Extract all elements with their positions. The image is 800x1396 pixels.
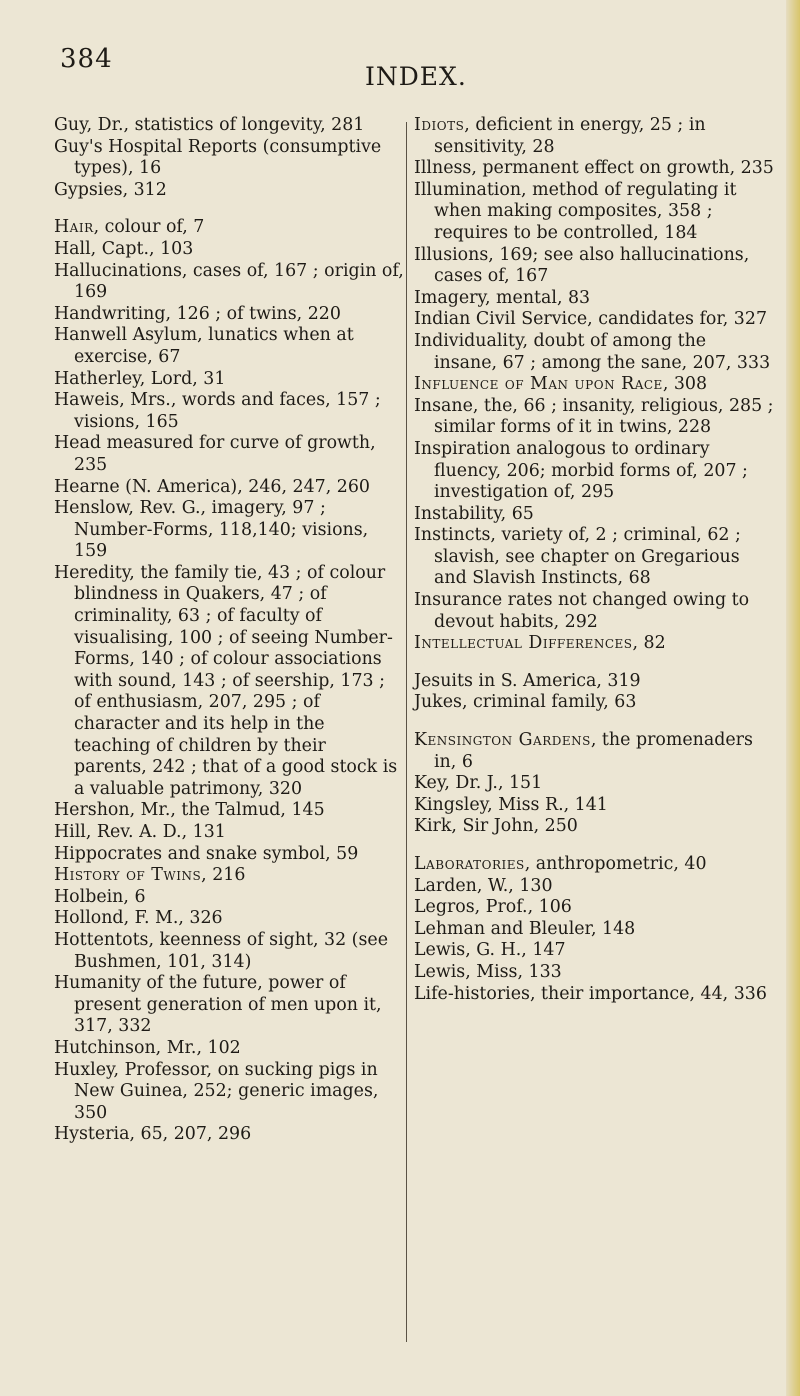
index-entry-heading: Hill, Rev. A. D.	[54, 822, 182, 842]
index-entry	[414, 331, 774, 374]
index-entry	[54, 973, 404, 1038]
index-entry	[54, 304, 404, 326]
index-entry-references: , permanent effect on growth, 235	[471, 158, 774, 179]
index-entry-references: , 82	[632, 633, 666, 654]
index-entry	[54, 433, 404, 476]
index-entry-references: , 65, 207, 296	[129, 1124, 252, 1145]
index-entry-heading: Kingsley, Miss R.	[414, 794, 564, 815]
index-entry-references: , 133	[517, 961, 562, 982]
index-entry-heading: Hutchinson, Mr.	[54, 1037, 197, 1058]
index-entry	[414, 374, 774, 396]
index-entry-heading: Jukes	[414, 692, 462, 713]
index-entry-heading: History of Twins	[54, 865, 202, 886]
index-entry	[54, 498, 404, 563]
index-entry	[54, 115, 404, 137]
index-entry-references: , lunatics when at exercise, 67	[74, 325, 354, 367]
index-entry-references: , mental, 83	[484, 287, 591, 308]
index-entry	[54, 800, 404, 822]
index-entry-references: , their importance, 44, 336	[529, 983, 767, 1004]
index-column-right	[414, 115, 774, 1005]
index-entry-heading: Inspiration	[414, 438, 511, 459]
index-entry-references: measured for curve of growth, 235	[74, 433, 376, 475]
index-entry-references: , 326	[178, 908, 223, 929]
index-entry	[54, 1124, 404, 1146]
page-edge	[786, 0, 800, 1396]
index-entry-references: , 103	[149, 238, 194, 259]
index-entry-heading: Legros, Prof.	[414, 897, 528, 918]
index-entry-references: in S. America, 319	[472, 670, 641, 691]
index-entry-references: , 312	[122, 179, 167, 200]
index-entry	[414, 816, 774, 838]
index-entry-heading: Instincts	[414, 525, 491, 546]
index-entry-heading: Jesuits	[414, 670, 473, 691]
index-entry-references: , variety of, 2 ; criminal, 62 ; slavish, see chapter on Gregarious and Slavish Instincts, 68	[434, 525, 741, 589]
index-entry-heading: Kirk, Sir John	[414, 816, 534, 837]
index-entry	[54, 887, 404, 909]
index-entry-references: , the, 66 ; insanity, religious, 285 ; similar forms of it in twins, 228	[434, 395, 774, 438]
index-entry-heading: Hallucinations	[54, 260, 182, 281]
index-entry-references: , deficient in energy, 25 ; in sensitivity, 28	[434, 115, 706, 157]
index-entry-references: , 102	[196, 1037, 241, 1058]
index-entry-heading: Hysteria	[54, 1124, 130, 1145]
index-entry-heading: Illumination	[414, 179, 522, 200]
index-entry-references: and snake symbol, 59	[162, 843, 359, 864]
index-entry-heading: Laboratories	[414, 854, 525, 874]
index-entry	[414, 962, 774, 984]
index-entry-references: , statistics of longevity, 281	[123, 115, 365, 135]
index-entry	[54, 1038, 404, 1060]
index-entry	[414, 773, 774, 795]
index-entry-references: , anthropometric, 40	[524, 854, 707, 874]
index-entry	[414, 396, 774, 439]
index-entry-references: , 106	[527, 897, 572, 918]
index-entry-references: , 65	[500, 503, 534, 524]
index-entry-heading: Holbein	[54, 886, 124, 907]
index-entry-heading: Illness	[414, 158, 472, 179]
index-entry-references: (consumptive types), 16	[74, 136, 382, 179]
index-entry	[414, 158, 774, 180]
index-entry	[414, 730, 774, 773]
index-entry-references: , words and faces, 157 ; visions, 165	[74, 390, 381, 432]
index-entry	[54, 477, 404, 499]
index-entry-heading: Humanity	[54, 973, 141, 994]
index-entry-heading: Huxley, Professor	[54, 1059, 207, 1080]
index-entry-heading: Hershon, Mr.	[54, 800, 171, 821]
index-entry-heading: Lewis, Miss	[414, 961, 518, 982]
index-entry-references: , 31	[192, 368, 226, 389]
index-entry	[414, 795, 774, 817]
index-entry	[54, 137, 404, 180]
index-entry-heading: Lehman and Bleuler	[414, 918, 591, 939]
index-entry	[54, 1060, 404, 1125]
index-entry	[54, 261, 404, 304]
index-entry	[414, 504, 774, 526]
index-entry-references: , colour of, 7	[93, 217, 205, 238]
index-entry	[414, 633, 774, 655]
index-entry-heading: Key, Dr. J.	[414, 773, 498, 794]
index-entry-heading: Indian Civil Service	[414, 309, 588, 330]
index-entry	[54, 908, 404, 930]
index-entry	[414, 245, 774, 288]
index-entry-references: , 147	[521, 940, 566, 961]
index-entry-references: , 130	[508, 875, 553, 896]
index-entry-references: , on sucking pigs in New Guinea, 252; generic images, 350	[74, 1059, 379, 1123]
index-entry-heading: Guy's Hospital Reports	[54, 136, 258, 157]
index-entry-references: , 6	[123, 886, 146, 907]
index-entry	[414, 897, 774, 919]
index-entry-references: , the promenaders in, 6	[434, 730, 753, 772]
index-entry	[414, 919, 774, 941]
index-entry	[414, 525, 774, 590]
index-entry-references: of the future, power of present generation of men upon it, 317, 332	[74, 973, 382, 1037]
index-entry	[54, 180, 404, 202]
index-entry-heading: Henslow, Rev. G.	[54, 498, 201, 519]
index-entry	[414, 288, 774, 310]
index-entry-heading: Illusions	[414, 244, 489, 265]
index-entry	[54, 390, 404, 433]
index-entry-heading: Individuality	[414, 330, 523, 351]
index-entry-heading: Hippocrates	[54, 843, 163, 864]
index-entry-references: , 131	[181, 822, 226, 842]
index-entry-references: , cases of, 167 ; origin of, 169	[74, 260, 404, 303]
index-entry	[54, 844, 404, 866]
index-entry	[414, 854, 774, 876]
index-entry-references: rates not changed owing to devout habits, 292	[434, 590, 750, 632]
index-entry-heading: Life-histories	[414, 983, 530, 1004]
running-head: INDEX.	[365, 62, 467, 91]
index-entry	[414, 940, 774, 962]
index-entry-references: , 151	[497, 773, 543, 794]
index-entry-heading: Insurance	[414, 590, 503, 611]
page-number: 384	[60, 44, 113, 74]
index-entry	[414, 984, 774, 1006]
index-entry-references: , doubt of among the insane, 67 ; among the sane, 207, 333	[434, 330, 771, 373]
index-entry-heading: Insane	[414, 395, 473, 416]
index-entry-references: , candidates for, 327	[587, 309, 768, 330]
index-entry	[414, 876, 774, 898]
index-entry	[54, 369, 404, 391]
index-entry-heading: Lewis, G. H.	[414, 940, 522, 961]
index-entry-heading: Kensington Gardens	[414, 730, 591, 751]
index-entry-references: , method of regulating it when making composites, 358 ; requires to be controlled, 184	[434, 179, 737, 243]
index-entry	[414, 671, 774, 693]
index-entry-heading: Imagery	[414, 287, 485, 308]
index-entry-heading: Hottentots	[54, 929, 149, 950]
index-entry-heading: Heredity	[54, 562, 130, 583]
index-entry-heading: Hearne	[54, 476, 120, 497]
index-entry-references: , 126 ; of twins, 220	[165, 303, 341, 324]
index-entry-heading: Guy, Dr.	[54, 115, 124, 135]
index-entry-references: analogous to ordinary fluency, 206; morbid forms of, 207 ; investigation of, 295	[434, 438, 748, 503]
index-entry-heading: Haweis, Mrs.	[54, 390, 171, 411]
index-entry	[54, 239, 404, 261]
index-entry	[54, 822, 404, 844]
index-entry-heading: Hall, Capt.	[54, 238, 150, 259]
index-entry-heading: Hatherley, Lord	[54, 368, 193, 389]
index-entry	[54, 325, 404, 368]
index-entry-heading: Hollond, F. M.	[54, 908, 179, 929]
index-entry-heading: Handwriting	[54, 303, 166, 324]
index-entry-references: , 169; see also hallucinations, cases of, 167	[434, 244, 750, 287]
index-entry-heading: Head	[54, 433, 101, 454]
index-entry	[54, 865, 404, 887]
index-entry-heading: Influence of Man upon Race	[414, 374, 663, 395]
index-entry	[414, 115, 774, 158]
index-column-left	[54, 115, 404, 1146]
index-entry-heading: Idiots	[414, 115, 465, 135]
index-entry-heading: Hair	[54, 217, 94, 238]
index-entry-heading: Gypsies	[54, 179, 123, 200]
index-entry	[414, 309, 774, 331]
index-entry-references: , 141	[563, 794, 608, 815]
index-entry-heading: Hanwell Asylum	[54, 325, 198, 346]
index-entry	[54, 930, 404, 973]
index-entry-references: (N. America), 246, 247, 260	[119, 476, 370, 497]
index-entry-heading: Instability	[414, 503, 501, 524]
index-entry	[414, 439, 774, 504]
index-entry-references: , 308	[662, 374, 708, 395]
index-entry-references: , 148	[590, 918, 636, 939]
index-entry	[54, 563, 404, 801]
index-entry	[414, 180, 774, 245]
index-entry	[54, 217, 404, 239]
index-entry-references: , imagery, 97 ; Number-Forms, 118,140; visions, 159	[74, 498, 369, 562]
index-entry-references: , criminal family, 63	[461, 692, 637, 713]
index-entry-heading: Intellectual Differences	[414, 633, 633, 654]
column-divider	[406, 122, 407, 1342]
index-entry-references: , 216	[201, 865, 246, 886]
index-entry-references: , keenness of sight, 32 (see Bushmen, 101, 314)	[74, 929, 388, 972]
index-entry-references: , the family tie, 43 ; of colour blindness in Quakers, 47 ; of criminality, 63 ; of faculty of visualising, 100 ; of seeing Number-Forms, 140 ; of colour associations with sound, 143 ; of seership, 173 ; of enthusiasm, 207, 295 ; of character and its help in the teaching of children by their parents, 242 ; that of a good stock is a valuable patrimony, 320	[74, 562, 398, 799]
index-entry	[414, 590, 774, 633]
index-entry	[414, 692, 774, 714]
index-entry-heading: Larden, W.	[414, 875, 509, 896]
index-entry-references: , the Talmud, 145	[170, 800, 325, 821]
index-entry-references: , 250	[533, 816, 578, 837]
